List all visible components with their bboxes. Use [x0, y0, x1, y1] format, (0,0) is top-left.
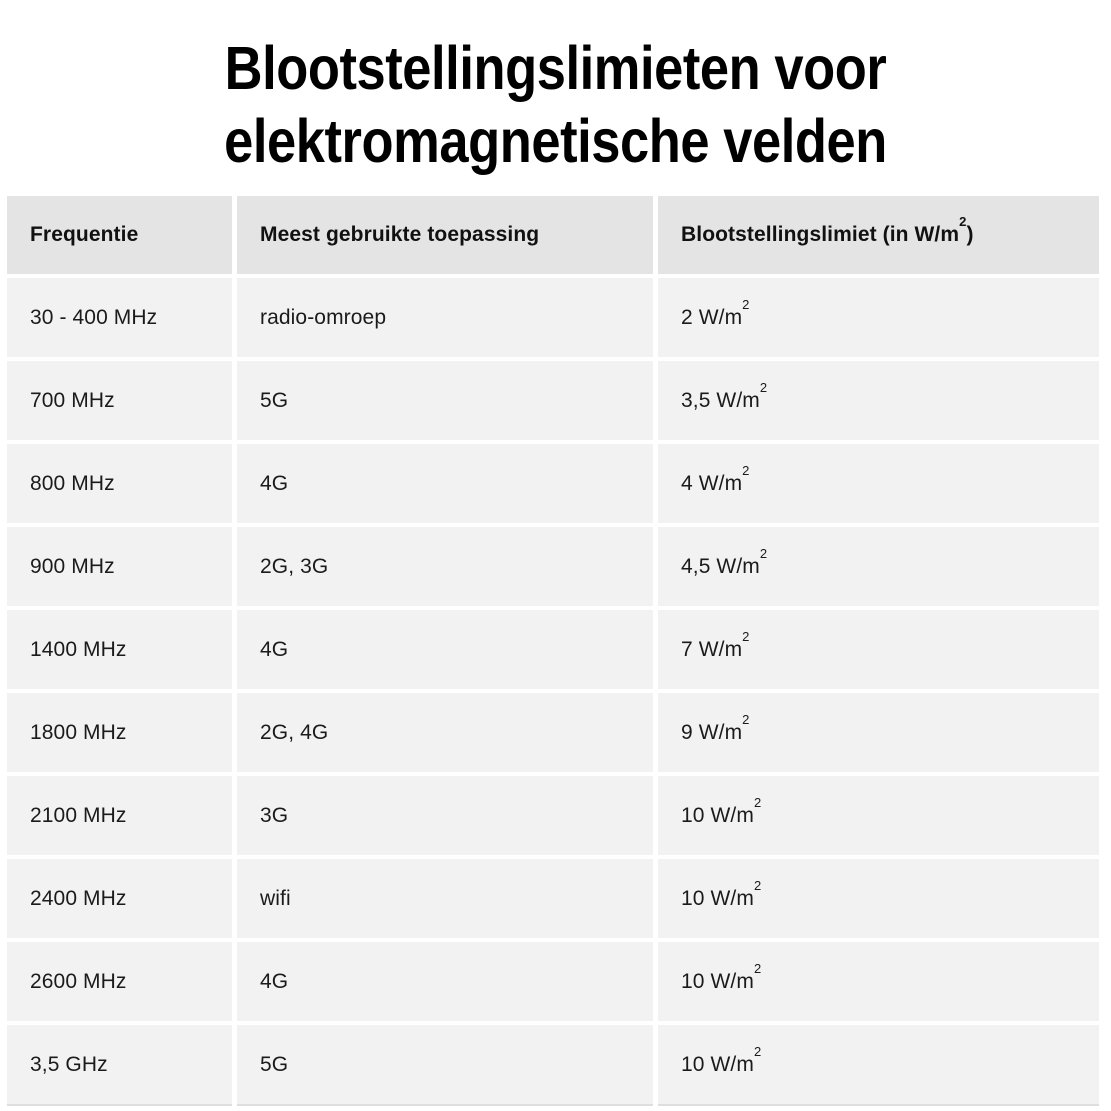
limit-text [681, 296, 750, 330]
limit-superscript: 2 [753, 794, 762, 810]
cell-limit [658, 776, 1099, 855]
limit-value: 10 [681, 803, 705, 827]
limit-text [681, 379, 768, 413]
limit-unit: W/m [704, 803, 754, 827]
header-limit-superscript: 2 [959, 214, 967, 230]
cell-limit [658, 1025, 1099, 1104]
limit-unit: W/m [692, 720, 743, 744]
limit-value: 9 [681, 720, 693, 744]
header-cell-application: Meest gebruikte toepassing [237, 196, 653, 274]
limit-superscript: 2 [742, 296, 750, 312]
header-limit-text [681, 214, 974, 247]
cell-limit [658, 527, 1099, 606]
cell-application: 3G [237, 776, 653, 855]
cell-application: wifi [237, 859, 653, 938]
cell-limit [658, 859, 1099, 938]
cell-application: 5G [237, 1025, 653, 1104]
cell-application: 2G, 4G [237, 693, 653, 772]
limit-unit: W/m [710, 388, 760, 412]
limit-superscript: 2 [742, 711, 750, 727]
limit-superscript: 2 [759, 545, 768, 561]
limit-text [681, 794, 762, 828]
page-title [0, 32, 1111, 178]
page-title-line2: elektromagnetische velden [224, 107, 887, 175]
cell-application: 2G, 3G [237, 527, 653, 606]
limit-text [681, 960, 762, 994]
limit-value: 7 [681, 637, 693, 661]
table-row [7, 776, 1099, 855]
cell-frequency: 800 MHz [7, 444, 232, 523]
limit-superscript: 2 [753, 960, 762, 976]
limit-superscript: 2 [753, 877, 762, 893]
limit-value: 10 [681, 886, 705, 910]
cell-frequency: 2400 MHz [7, 859, 232, 938]
table-header-row [7, 196, 1099, 274]
header-limit-prefix: Blootstellingslimiet (in W/m [681, 223, 960, 246]
limit-unit: W/m [692, 305, 743, 329]
cell-frequency: 2600 MHz [7, 942, 232, 1021]
cell-limit [658, 278, 1099, 357]
limit-value: 2 [681, 305, 693, 329]
limit-value: 10 [681, 969, 705, 993]
limit-text [681, 628, 750, 662]
table-row [7, 1025, 1099, 1104]
limit-unit: W/m [710, 554, 760, 578]
cell-frequency: 30 - 400 MHz [7, 278, 232, 357]
table-row [7, 610, 1099, 689]
limit-unit: W/m [704, 969, 754, 993]
cell-application: radio-omroep [237, 278, 653, 357]
limit-superscript: 2 [742, 462, 750, 478]
cell-limit [658, 610, 1099, 689]
limit-value: 3,5 [681, 388, 711, 412]
table-row [7, 444, 1099, 523]
cell-frequency: 700 MHz [7, 361, 232, 440]
limit-unit: W/m [692, 471, 743, 495]
header-cell-frequency: Frequentie [7, 196, 232, 274]
cell-frequency: 3,5 GHz [7, 1025, 232, 1104]
limit-text [681, 462, 750, 496]
table-row [7, 278, 1099, 357]
cell-frequency: 2100 MHz [7, 776, 232, 855]
cell-frequency: 1800 MHz [7, 693, 232, 772]
table-row [7, 942, 1099, 1021]
cell-frequency: 1400 MHz [7, 610, 232, 689]
header-limit-close-paren: ) [966, 223, 974, 246]
table-body [7, 278, 1099, 1104]
limit-unit: W/m [692, 637, 743, 661]
cell-limit [658, 693, 1099, 772]
cell-frequency: 900 MHz [7, 527, 232, 606]
table-row [7, 859, 1099, 938]
limit-text [681, 1043, 762, 1077]
limit-superscript: 2 [742, 628, 750, 644]
cell-application: 5G [237, 361, 653, 440]
cell-application: 4G [237, 942, 653, 1021]
limit-text [681, 711, 750, 745]
limit-unit: W/m [704, 886, 754, 910]
page-title-line1: Blootstellingslimieten voor [224, 34, 887, 102]
limit-superscript: 2 [753, 1043, 762, 1059]
cell-application: 4G [237, 444, 653, 523]
cell-limit [658, 444, 1099, 523]
limit-value: 4,5 [681, 554, 711, 578]
limit-text [681, 877, 762, 911]
table-row [7, 693, 1099, 772]
exposure-limits-table [7, 196, 1099, 1104]
table-row [7, 527, 1099, 606]
cell-application: 4G [237, 610, 653, 689]
header-cell-limit [658, 196, 1099, 274]
limit-superscript: 2 [759, 379, 768, 395]
limit-value: 4 [681, 471, 693, 495]
limit-text [681, 545, 768, 579]
limit-value: 10 [681, 1052, 705, 1076]
limit-unit: W/m [704, 1052, 754, 1076]
cell-limit [658, 361, 1099, 440]
table-row [7, 361, 1099, 440]
cell-limit [658, 942, 1099, 1021]
